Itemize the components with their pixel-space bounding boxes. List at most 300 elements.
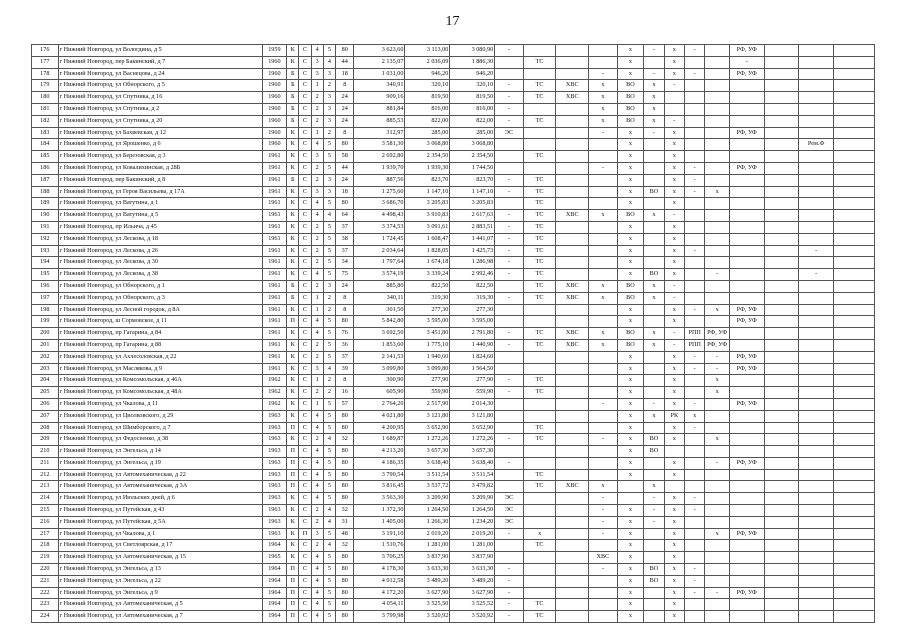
table-cell bbox=[556, 375, 589, 387]
table-cell bbox=[799, 540, 834, 552]
table-cell: 3 627,90 bbox=[450, 587, 495, 599]
table-cell bbox=[799, 446, 834, 458]
table-cell: 5 bbox=[323, 398, 335, 410]
table-cell: 58 bbox=[336, 151, 354, 163]
table-cell: 2 791,80 bbox=[450, 328, 495, 340]
table-cell: 2 bbox=[311, 115, 323, 127]
table-cell: 3 686,70 bbox=[354, 198, 405, 210]
table-cell: ВО bbox=[644, 434, 664, 446]
table-cell: ТС bbox=[523, 339, 556, 351]
table-cell: х bbox=[664, 45, 684, 57]
table-row bbox=[32, 599, 875, 611]
table-cell: Б bbox=[287, 280, 299, 292]
table-cell bbox=[833, 457, 874, 469]
table-cell: С bbox=[299, 469, 311, 481]
table-cell: РФ, УФ bbox=[729, 316, 764, 328]
table-cell: 197 bbox=[32, 292, 59, 304]
table-cell: 2 617,63 bbox=[450, 210, 495, 222]
table-cell bbox=[729, 434, 764, 446]
table-cell bbox=[833, 304, 874, 316]
table-cell bbox=[729, 186, 764, 198]
table-cell: - bbox=[644, 516, 664, 528]
table-cell bbox=[799, 127, 834, 139]
table-cell bbox=[799, 611, 834, 623]
table-cell: 887,56 bbox=[354, 174, 405, 186]
table-cell: 3 091,61 bbox=[405, 221, 450, 233]
table-row bbox=[32, 92, 875, 104]
table-cell: 2 bbox=[311, 387, 323, 399]
table-cell: - bbox=[685, 363, 705, 375]
table-cell: 179 bbox=[32, 80, 59, 92]
table-cell: 203 bbox=[32, 363, 59, 375]
table-cell: 559,90 bbox=[450, 387, 495, 399]
table-cell: РФ, УФ bbox=[729, 528, 764, 540]
table-cell bbox=[729, 174, 764, 186]
table-row bbox=[32, 363, 875, 375]
table-cell bbox=[764, 292, 799, 304]
table-cell: 3 bbox=[311, 56, 323, 68]
table-cell bbox=[764, 92, 799, 104]
table-cell: 24 bbox=[336, 103, 354, 115]
table-cell bbox=[705, 221, 729, 233]
table-cell bbox=[833, 162, 874, 174]
table-cell: - bbox=[495, 92, 524, 104]
table-row bbox=[32, 398, 875, 410]
table-cell: 3 837,90 bbox=[405, 552, 450, 564]
table-cell: 3 520,92 bbox=[450, 611, 495, 623]
table-cell: х bbox=[617, 56, 644, 68]
table-cell: 1961 bbox=[262, 351, 286, 363]
table-cell: х bbox=[705, 375, 729, 387]
table-cell: 320,10 bbox=[450, 80, 495, 92]
table-cell: С bbox=[299, 257, 311, 269]
table-cell bbox=[833, 375, 874, 387]
table-cell bbox=[705, 398, 729, 410]
table-cell: 3 068,80 bbox=[450, 139, 495, 151]
table-cell: С bbox=[299, 269, 311, 281]
table-cell bbox=[495, 398, 524, 410]
table-row bbox=[32, 505, 875, 517]
table-cell: х bbox=[664, 599, 684, 611]
table-cell: 188 bbox=[32, 186, 59, 198]
table-cell: х bbox=[664, 269, 684, 281]
table-cell bbox=[705, 505, 729, 517]
table-cell bbox=[644, 387, 664, 399]
table-cell: - bbox=[495, 174, 524, 186]
table-cell bbox=[833, 599, 874, 611]
table-cell: ВО bbox=[617, 328, 644, 340]
table-cell bbox=[495, 481, 524, 493]
table-cell: 2 883,51 bbox=[450, 221, 495, 233]
table-cell: 200 bbox=[32, 328, 59, 340]
table-cell: 4 bbox=[323, 434, 335, 446]
table-cell bbox=[523, 446, 556, 458]
table-cell bbox=[556, 127, 589, 139]
table-cell: 2 692,80 bbox=[354, 151, 405, 163]
table-cell bbox=[729, 328, 764, 340]
table-cell: - bbox=[685, 493, 705, 505]
table-cell: 183 bbox=[32, 127, 59, 139]
table-cell bbox=[589, 174, 618, 186]
table-cell bbox=[799, 304, 834, 316]
table-cell: 3 525,50 bbox=[405, 599, 450, 611]
table-cell: П bbox=[287, 446, 299, 458]
table-cell: ТС bbox=[523, 375, 556, 387]
table-cell: С bbox=[299, 328, 311, 340]
table-cell: 3 706,25 bbox=[354, 552, 405, 564]
table-cell bbox=[764, 387, 799, 399]
table-cell bbox=[644, 422, 664, 434]
table-cell: 816,00 bbox=[450, 103, 495, 115]
table-cell: 946,20 bbox=[405, 68, 450, 80]
table-cell bbox=[685, 387, 705, 399]
table-cell bbox=[556, 469, 589, 481]
table-cell: - bbox=[589, 398, 618, 410]
table-row bbox=[32, 233, 875, 245]
table-cell bbox=[764, 151, 799, 163]
table-cell: П bbox=[287, 469, 299, 481]
table-cell: - bbox=[495, 575, 524, 587]
table-cell: ЭС bbox=[495, 505, 524, 517]
table-cell: 205 bbox=[32, 387, 59, 399]
table-cell: 3 121,80 bbox=[450, 410, 495, 422]
table-cell: 5 bbox=[323, 245, 335, 257]
table-cell bbox=[799, 599, 834, 611]
table-cell bbox=[833, 351, 874, 363]
table-cell: ТС bbox=[523, 115, 556, 127]
table-cell: 1 275,60 bbox=[354, 186, 405, 198]
table-cell: 80 bbox=[336, 493, 354, 505]
table-cell: РФ, УФ bbox=[729, 363, 764, 375]
table-cell: 319,30 bbox=[450, 292, 495, 304]
table-cell bbox=[495, 410, 524, 422]
table-cell bbox=[685, 434, 705, 446]
table-cell: 2 036,09 bbox=[405, 56, 450, 68]
table-cell: 301,50 bbox=[354, 304, 405, 316]
table-cell: С bbox=[299, 68, 311, 80]
table-cell: ХВС bbox=[589, 552, 618, 564]
table-cell: 3 bbox=[323, 115, 335, 127]
table-cell: 1 824,60 bbox=[450, 351, 495, 363]
table-cell bbox=[799, 233, 834, 245]
table-cell bbox=[833, 316, 874, 328]
table-cell: 1964 bbox=[262, 540, 286, 552]
table-cell: 190 bbox=[32, 210, 59, 222]
table-cell bbox=[764, 174, 799, 186]
table-cell: 1961 bbox=[262, 233, 286, 245]
table-cell: х bbox=[664, 174, 684, 186]
table-cell: 2 bbox=[311, 540, 323, 552]
table-cell: - bbox=[685, 564, 705, 576]
table-cell bbox=[556, 221, 589, 233]
table-cell: х bbox=[617, 127, 644, 139]
table-row bbox=[32, 422, 875, 434]
table-cell bbox=[589, 587, 618, 599]
table-cell bbox=[833, 564, 874, 576]
table-cell: 2 bbox=[323, 127, 335, 139]
table-cell: 1963 bbox=[262, 457, 286, 469]
table-cell: - bbox=[495, 564, 524, 576]
table-cell: г Нижний Новгород, ул Автомеханическая, д 3А bbox=[58, 481, 262, 493]
table-cell bbox=[833, 233, 874, 245]
table-cell: 1961 bbox=[262, 363, 286, 375]
table-cell bbox=[685, 103, 705, 115]
table-cell bbox=[705, 56, 729, 68]
table-cell: 1 bbox=[311, 375, 323, 387]
table-cell bbox=[495, 280, 524, 292]
table-cell: 1961 bbox=[262, 245, 286, 257]
table-cell bbox=[556, 599, 589, 611]
table-cell bbox=[617, 493, 644, 505]
table-cell bbox=[705, 210, 729, 222]
table-cell: К bbox=[287, 375, 299, 387]
table-cell bbox=[556, 575, 589, 587]
table-cell: 3 bbox=[311, 68, 323, 80]
table-cell: 5 842,80 bbox=[354, 316, 405, 328]
table-cell bbox=[764, 221, 799, 233]
table-cell: 4 bbox=[311, 599, 323, 611]
table-cell: - bbox=[705, 363, 729, 375]
table-cell: 5 bbox=[323, 198, 335, 210]
table-cell: г Нижний Новгород, ул Спутника, д 16 bbox=[58, 92, 262, 104]
table-cell: 4 bbox=[311, 575, 323, 587]
table-cell bbox=[799, 45, 834, 57]
table-cell: 4 bbox=[311, 457, 323, 469]
table-cell bbox=[729, 505, 764, 517]
table-cell: х bbox=[617, 599, 644, 611]
table-cell: К bbox=[287, 328, 299, 340]
table-cell bbox=[523, 45, 556, 57]
table-cell: х bbox=[705, 387, 729, 399]
table-cell: ВО bbox=[617, 103, 644, 115]
table-cell bbox=[589, 410, 618, 422]
table-cell: 1960 bbox=[262, 56, 286, 68]
table-cell: 1963 bbox=[262, 493, 286, 505]
table-cell: 216 bbox=[32, 516, 59, 528]
table-cell: РК bbox=[664, 410, 684, 422]
table-cell bbox=[495, 304, 524, 316]
table-cell: 1 853,60 bbox=[354, 339, 405, 351]
table-cell bbox=[556, 528, 589, 540]
table-cell: 4 bbox=[323, 540, 335, 552]
table-cell bbox=[833, 269, 874, 281]
table-cell: 4 186,35 bbox=[354, 457, 405, 469]
table-cell: г Нижний Новгород, пер Бакинский, д 8 bbox=[58, 174, 262, 186]
table-cell bbox=[705, 611, 729, 623]
table-row bbox=[32, 387, 875, 399]
table-cell bbox=[495, 151, 524, 163]
table-cell bbox=[644, 599, 664, 611]
table-cell: Б bbox=[287, 92, 299, 104]
table-cell bbox=[705, 151, 729, 163]
table-cell: 5 bbox=[323, 257, 335, 269]
table-cell: х bbox=[617, 387, 644, 399]
table-cell: 182 bbox=[32, 115, 59, 127]
table-cell: РФ, УФ bbox=[729, 398, 764, 410]
table-row bbox=[32, 351, 875, 363]
table-cell bbox=[644, 587, 664, 599]
table-cell: 1 147,10 bbox=[450, 186, 495, 198]
table-cell: 221 bbox=[32, 575, 59, 587]
table-cell bbox=[833, 210, 874, 222]
table-cell: - bbox=[705, 457, 729, 469]
table-cell: ТС bbox=[523, 328, 556, 340]
table-cell: 3 209,90 bbox=[450, 493, 495, 505]
table-cell bbox=[799, 92, 834, 104]
table-cell bbox=[523, 139, 556, 151]
table-cell: К bbox=[287, 516, 299, 528]
table-cell: 3 bbox=[323, 68, 335, 80]
table-cell: 80 bbox=[336, 575, 354, 587]
table-cell: 186 bbox=[32, 162, 59, 174]
table-cell: 1961 bbox=[262, 339, 286, 351]
table-cell bbox=[705, 162, 729, 174]
table-cell: г Нижний Новгород, ул Лескова, д 18 bbox=[58, 233, 262, 245]
table-cell bbox=[556, 505, 589, 517]
table-cell: ТС bbox=[523, 434, 556, 446]
table-cell: С bbox=[299, 233, 311, 245]
table-cell: 1963 bbox=[262, 528, 286, 540]
table-row bbox=[32, 552, 875, 564]
table-cell: х bbox=[664, 422, 684, 434]
table-cell bbox=[556, 351, 589, 363]
table-cell: 3 511,54 bbox=[450, 469, 495, 481]
table-cell bbox=[729, 387, 764, 399]
table-cell: ТС bbox=[523, 174, 556, 186]
table-cell: 212 bbox=[32, 469, 59, 481]
table-cell: ВО bbox=[644, 564, 664, 576]
table-cell: РФ, УФ bbox=[705, 339, 729, 351]
table-cell: - bbox=[685, 575, 705, 587]
table-cell: х bbox=[644, 292, 664, 304]
table-cell: РФ, УФ bbox=[729, 162, 764, 174]
table-cell: 1 281,00 bbox=[405, 540, 450, 552]
table-cell bbox=[685, 516, 705, 528]
table-cell: 1962 bbox=[262, 398, 286, 410]
table-cell: г Нижний Новгород, ул Обнорского, д 1 bbox=[58, 280, 262, 292]
table-cell bbox=[556, 316, 589, 328]
table-cell: х bbox=[589, 103, 618, 115]
table-cell: 211 bbox=[32, 457, 59, 469]
table-cell: 3 080,90 bbox=[450, 45, 495, 57]
table-cell: 195 bbox=[32, 269, 59, 281]
table-cell: 44 bbox=[336, 162, 354, 174]
table-cell: 3 bbox=[323, 174, 335, 186]
table-cell: 2 135,07 bbox=[354, 56, 405, 68]
table-cell bbox=[764, 103, 799, 115]
table-cell bbox=[705, 127, 729, 139]
table-cell: 1961 bbox=[262, 186, 286, 198]
table-cell: 3 bbox=[323, 92, 335, 104]
table-cell bbox=[685, 221, 705, 233]
table-cell: 1964 bbox=[262, 587, 286, 599]
table-cell: х bbox=[664, 68, 684, 80]
table-cell: 187 bbox=[32, 174, 59, 186]
table-cell: х bbox=[589, 115, 618, 127]
table-cell: 819,50 bbox=[450, 92, 495, 104]
table-cell: ВО bbox=[644, 446, 664, 458]
table-cell: х bbox=[617, 446, 644, 458]
table-cell bbox=[705, 198, 729, 210]
table-cell: 4 178,30 bbox=[354, 564, 405, 576]
table-row bbox=[32, 174, 875, 186]
table-row bbox=[32, 469, 875, 481]
table-cell bbox=[833, 575, 874, 587]
table-cell: 3 657,30 bbox=[405, 446, 450, 458]
table-row bbox=[32, 68, 875, 80]
table-cell: 80 bbox=[336, 611, 354, 623]
table-cell: х bbox=[644, 92, 664, 104]
table-cell bbox=[523, 127, 556, 139]
table-cell: х bbox=[644, 339, 664, 351]
table-cell: х bbox=[589, 210, 618, 222]
table-cell bbox=[705, 316, 729, 328]
table-cell: К bbox=[287, 493, 299, 505]
table-cell: 5 bbox=[323, 469, 335, 481]
table-cell: 1 272,26 bbox=[405, 434, 450, 446]
table-cell: РФ, УФ bbox=[729, 127, 764, 139]
table-cell: - bbox=[589, 127, 618, 139]
table-cell: П bbox=[287, 564, 299, 576]
table-cell: - bbox=[495, 434, 524, 446]
table-cell bbox=[523, 505, 556, 517]
table-cell: 3 068,80 bbox=[405, 139, 450, 151]
table-cell: С bbox=[299, 115, 311, 127]
table-cell: 4 bbox=[311, 611, 323, 623]
table-cell bbox=[589, 198, 618, 210]
table-cell: ТС bbox=[523, 292, 556, 304]
table-cell bbox=[705, 446, 729, 458]
table-cell bbox=[799, 552, 834, 564]
table-cell: 3 bbox=[311, 186, 323, 198]
table-cell: х bbox=[617, 351, 644, 363]
table-cell: - bbox=[685, 174, 705, 186]
table-cell bbox=[833, 198, 874, 210]
table-cell bbox=[523, 398, 556, 410]
table-cell: К bbox=[287, 257, 299, 269]
table-cell: х bbox=[664, 434, 684, 446]
table-cell bbox=[833, 363, 874, 375]
table-cell bbox=[705, 493, 729, 505]
table-cell bbox=[729, 552, 764, 564]
table-cell: 80 bbox=[336, 552, 354, 564]
table-cell: 37 bbox=[336, 351, 354, 363]
table-cell bbox=[833, 410, 874, 422]
table-cell bbox=[799, 80, 834, 92]
table-cell: 5 bbox=[323, 162, 335, 174]
table-cell: х bbox=[664, 457, 684, 469]
table-cell bbox=[729, 139, 764, 151]
table-cell: г Нижний Новгород, ул Ватутина, д 5 bbox=[58, 210, 262, 222]
table-cell: 80 bbox=[336, 422, 354, 434]
table-cell: 178 bbox=[32, 68, 59, 80]
table-cell: 3 574,19 bbox=[354, 269, 405, 281]
table-cell bbox=[799, 292, 834, 304]
table-row bbox=[32, 245, 875, 257]
table-cell: 1964 bbox=[262, 599, 286, 611]
table-cell: К bbox=[287, 528, 299, 540]
table-cell bbox=[729, 410, 764, 422]
table-cell: 1964 bbox=[262, 575, 286, 587]
table-cell: 1962 bbox=[262, 387, 286, 399]
table-cell bbox=[685, 257, 705, 269]
table-cell: - bbox=[495, 257, 524, 269]
table-cell bbox=[685, 375, 705, 387]
table-cell: Б bbox=[287, 103, 299, 115]
table-cell: ХВС bbox=[556, 339, 589, 351]
table-cell bbox=[685, 528, 705, 540]
table-cell: - bbox=[685, 505, 705, 517]
